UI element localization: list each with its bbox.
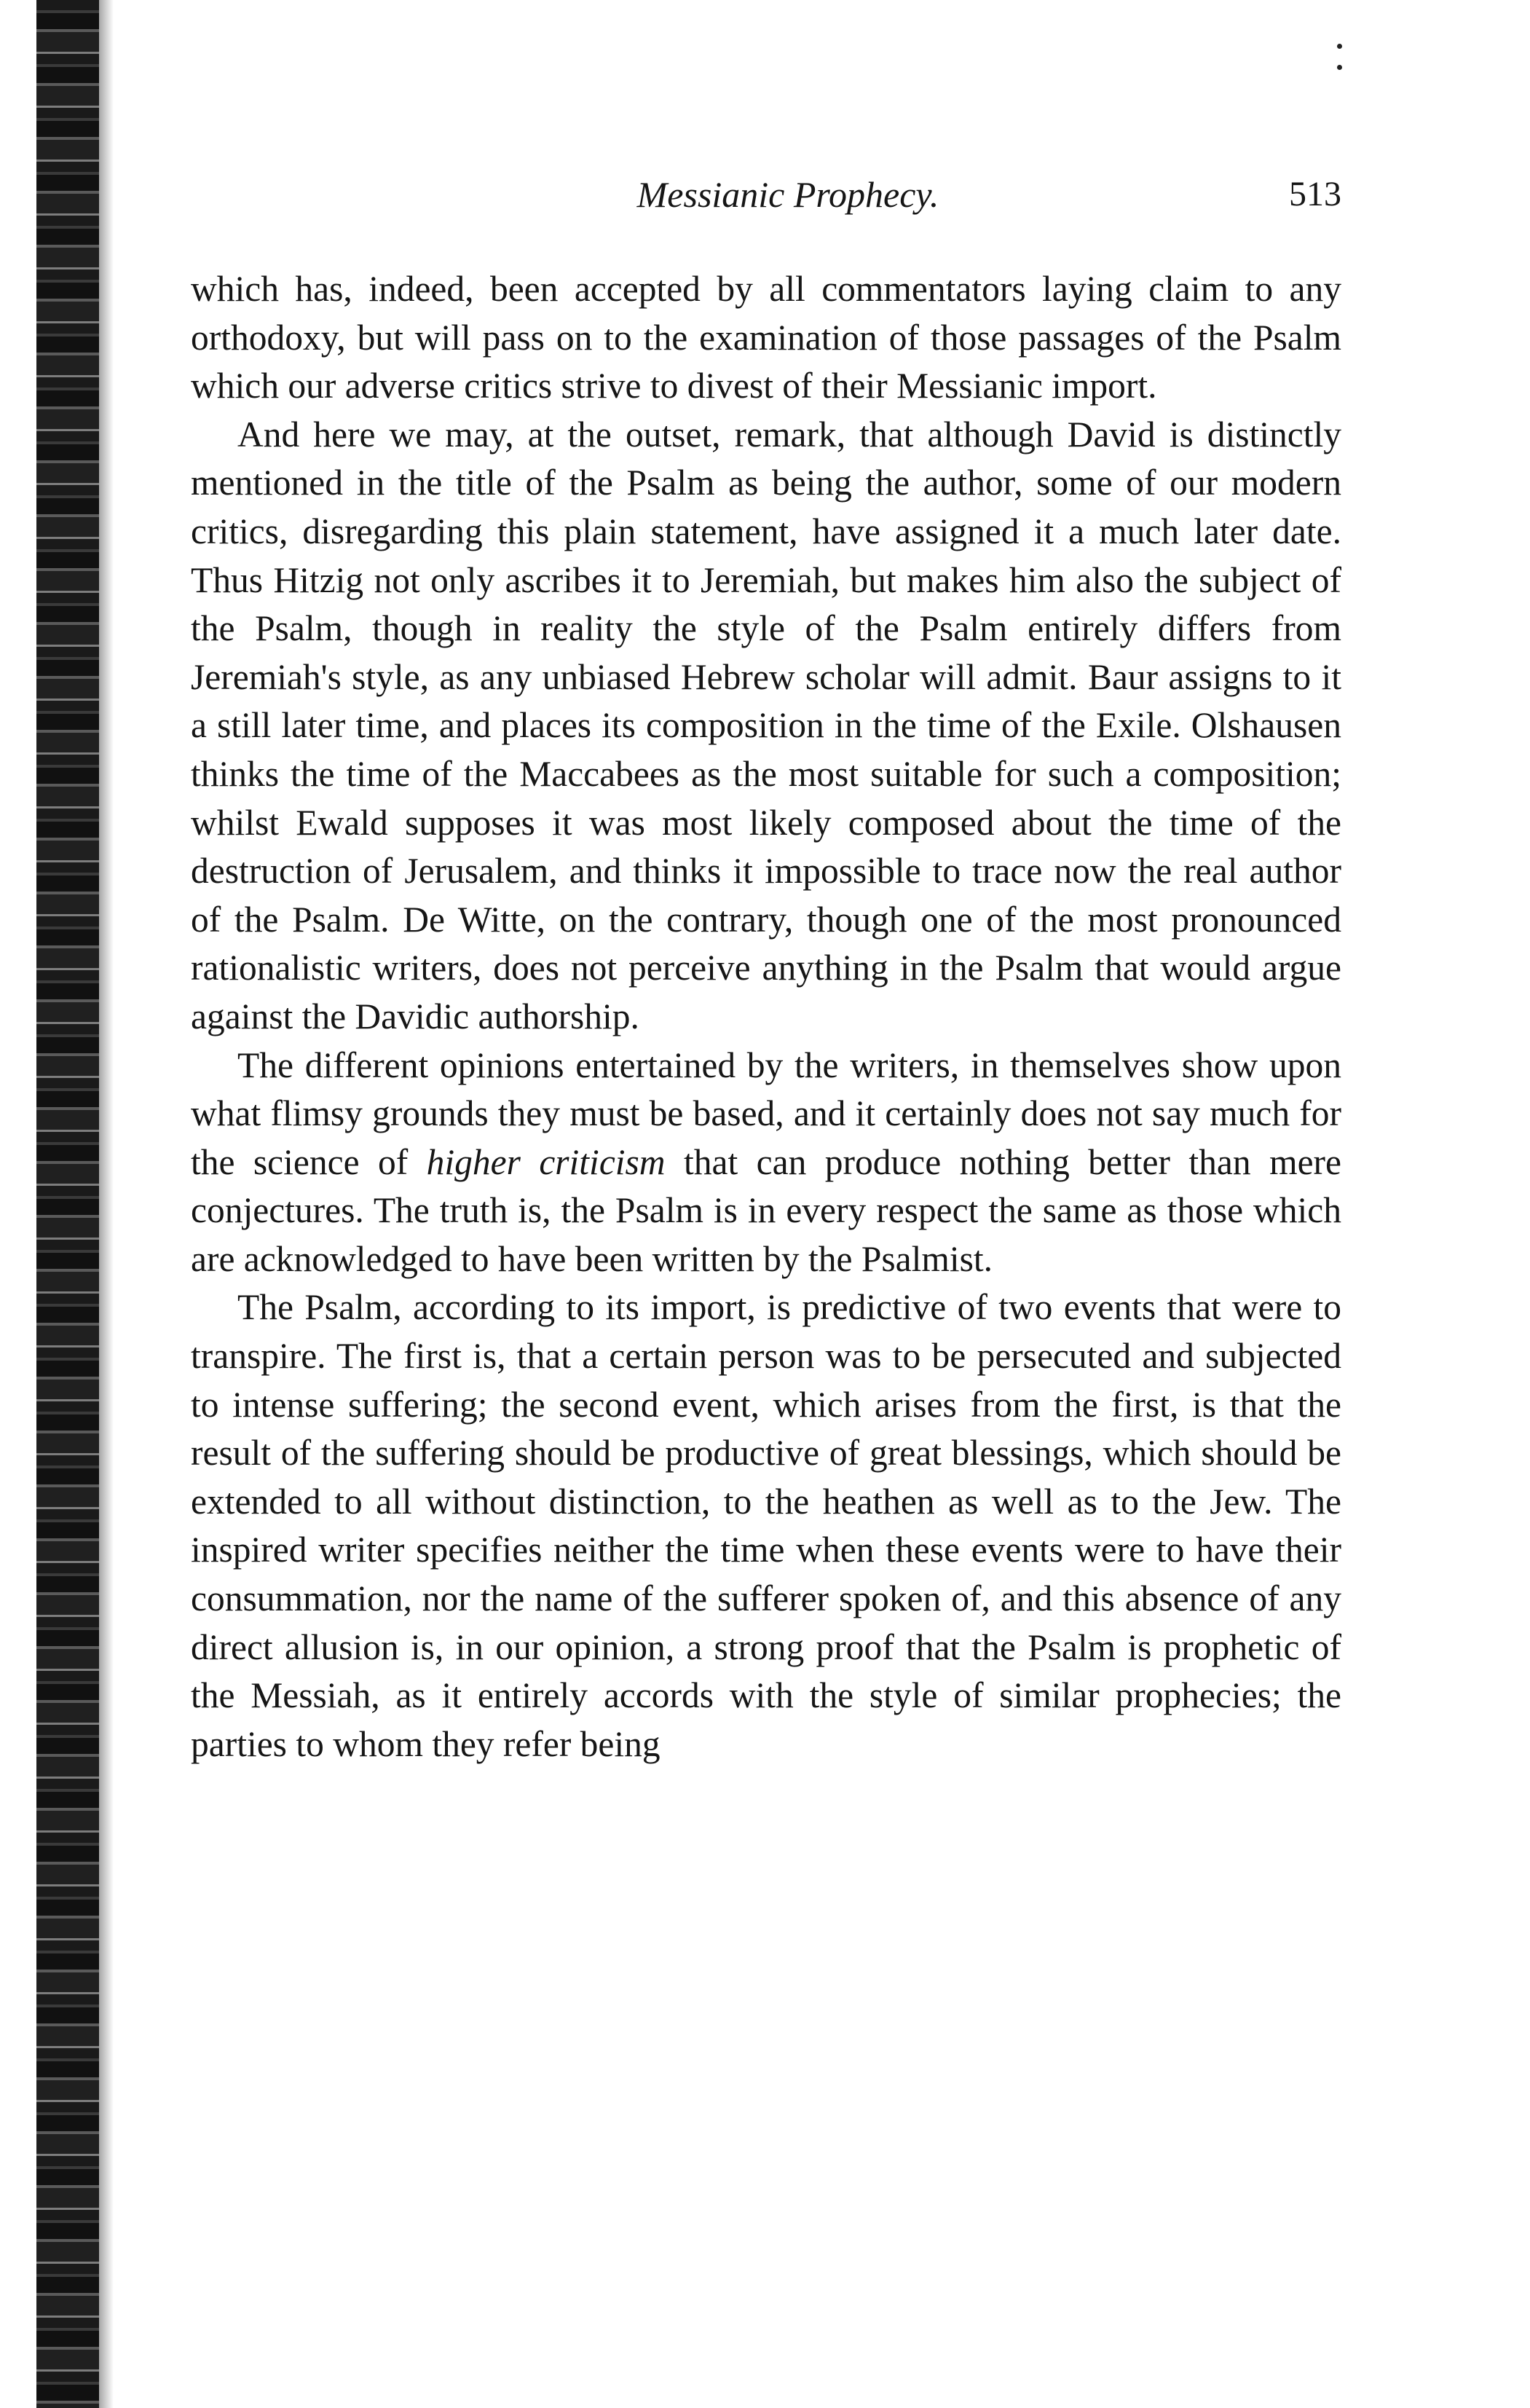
ink-speck-mark xyxy=(1337,44,1343,76)
paragraph-psalm-import: The Psalm, according to its import, is predictive of two events that were to transpire. The first is, that a certain person was to be persecuted and subjected to intense suffering; the second event, which arises from the first, is that the result of the suffering should be productive of great blessings, which should be extended to all without distinction, to the heathen as well as to the Jew. The inspired writer specifies neither the time when these events were to have their consummation, nor the name of the sufferer spoken of, and this absence of any direct allusion is, in our opinion, a strong proof that the Psalm is prophetic of the Messiah, as it entirely accords with the style of similar prophecies; the parties to whom they refer being xyxy=(191,1287,1341,1764)
running-header xyxy=(191,169,1341,220)
paragraph-critics-opinions xyxy=(191,1042,1341,1284)
paragraph-continuation: which has, indeed, been accepted by all commentators laying claim to any orthodoxy, but will pass on to the examination of those passages of the Psalm which our adverse critics strive to divest of their Messianic import. xyxy=(191,269,1341,406)
paragraph-authorship: And here we may, at the outset, remark, that although David is distinctly mentioned in the title of the Psalm as being the author, some of our modern critics, disregarding this plain statement, have assigned it a much later date. Thus Hitzig not only ascribes it to Jeremiah, but makes him also the subject of the Psalm, though in reality the style of the Psalm entirely differs from Jeremiah's style, as any unbiased Hebrew scholar will admit. Baur assigns to it a still later time, and places its composition in the time of the Exile. Olshausen thinks the time of the Maccabees as the most suitable for such a composition; whilst Ewald supposes it was most likely composed about the time of the destruction of Jerusalem, and thinks it impossible to trace now the real author of the Psalm. De Witte, on the contrary, though one of the most pronounced rationalistic writers, does not perceive anything in the Psalm that would argue against the Davidic authorship. xyxy=(191,414,1341,1036)
paragraph-text-after: that can produce nothing better than mere conjectures. The truth is, the Psalm is in every respect the same as those which are acknowledged to have been written by the Psalmist. xyxy=(191,1141,1342,1279)
body-text xyxy=(191,265,1341,1768)
paragraph-text-before: The different opinions entertained by the writers, in themselves show upon what flimsy grounds they must be based, and it certainly does not say much for the science of xyxy=(191,1044,1341,1182)
emphasis-higher-criticism: higher criticism xyxy=(426,1141,666,1182)
page-number: 513 xyxy=(1289,175,1341,213)
running-title: Messianic Prophecy. xyxy=(636,174,939,215)
